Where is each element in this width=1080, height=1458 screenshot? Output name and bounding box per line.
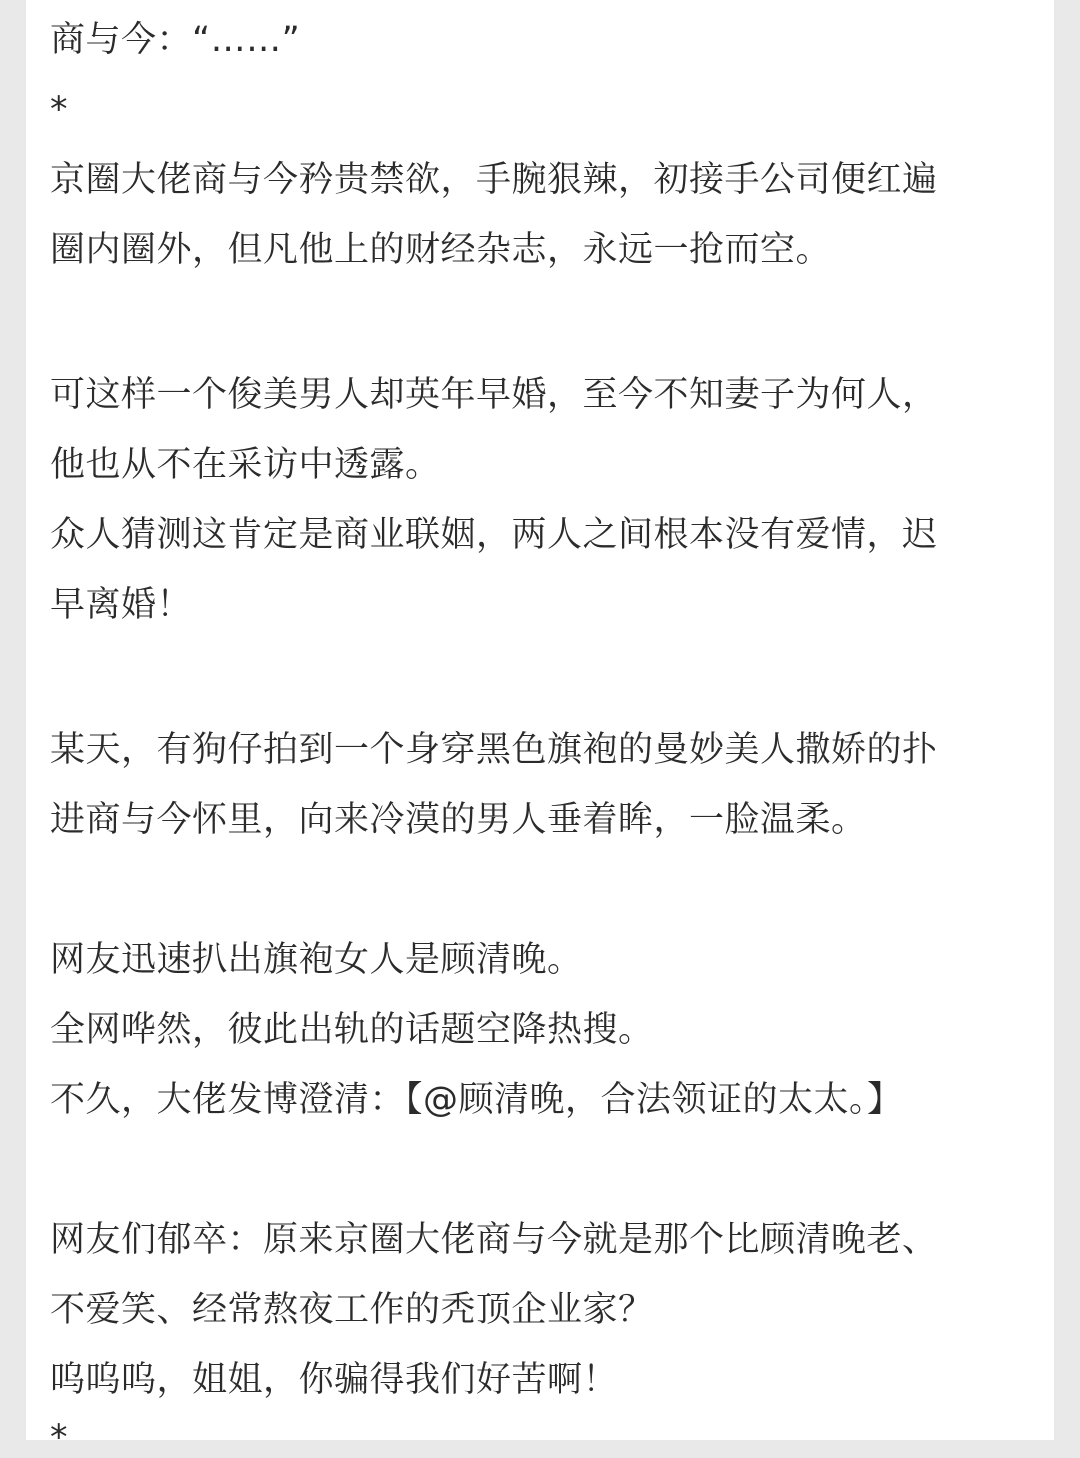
document-page xyxy=(26,0,1054,1458)
text-line: 不久，大佬发博澄清：【@顾清晚，合法领证的太太。】 xyxy=(50,1080,903,1120)
separator-asterisk: * xyxy=(50,90,68,130)
text-line: 网友迅速扒出旗袍女人是顾清晚。 xyxy=(50,940,583,980)
text-line: 呜呜呜，姐姐，你骗得我们好苦啊！ xyxy=(50,1360,619,1400)
text-line: 众人猜测这肯定是商业联姻，两人之间根本没有爱情，迟 xyxy=(50,515,938,555)
text-line: 京圈大佬商与今矜贵禁欲，手腕狠辣，初接手公司便红遍 xyxy=(50,160,938,200)
text-line: 可这样一个俊美男人却英年早婚，至今不知妻子为何人， xyxy=(50,375,938,415)
separator-asterisk: * xyxy=(50,1418,68,1458)
text-line: 不爱笑、经常熬夜工作的秃顶企业家？ xyxy=(50,1290,654,1330)
text-line: 全网哗然，彼此出轨的话题空降热搜。 xyxy=(50,1010,654,1050)
text-line: 商与今：“……” xyxy=(50,20,301,60)
text-line: 圈内圈外，但凡他上的财经杂志，永远一抢而空。 xyxy=(50,230,832,270)
text-line: 进商与今怀里，向来冷漠的男人垂着眸，一脸温柔。 xyxy=(50,800,867,840)
text-line: 他也从不在采访中透露。 xyxy=(50,445,441,485)
text-line: 网友们郁卒：原来京圈大佬商与今就是那个比顾清晚老、 xyxy=(50,1220,938,1260)
text-line: 某天，有狗仔拍到一个身穿黑色旗袍的曼妙美人撒娇的扑 xyxy=(50,730,938,770)
text-line: 早离婚！ xyxy=(50,585,193,625)
